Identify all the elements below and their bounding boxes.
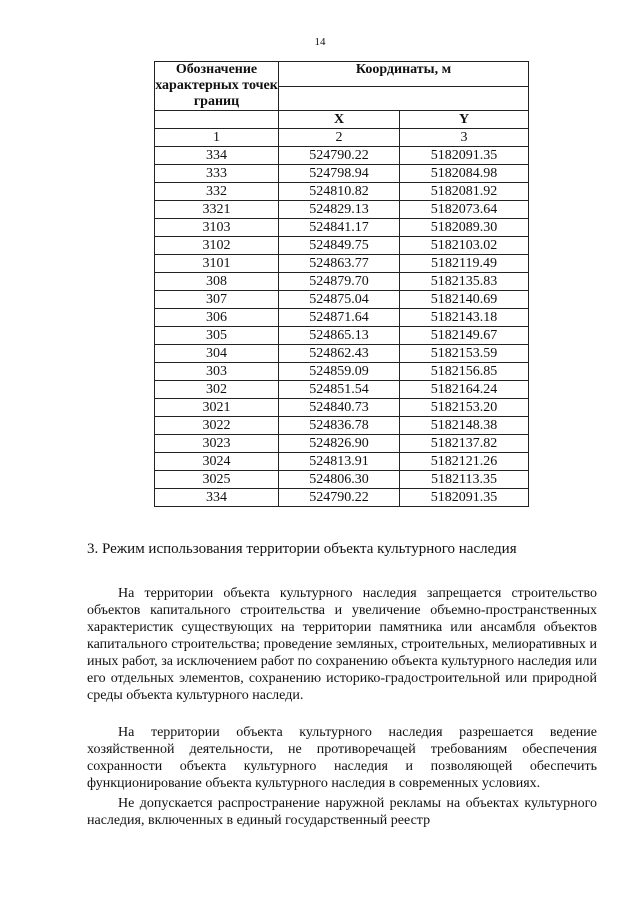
numbering-row: [155, 129, 529, 147]
paragraph: На территории объекта культурного наследия запрещается строительство объектов капитального строительства и увеличение объемно-пространственных характеристик существующих на территории памятника или ансамбля объектов капитального строительства; проведение земляных, строительных, мелиоративных и иных работ, за исключением работ по сохранению объекта культурного наследия или его отдельных элементов, сохранению историко-градостроительной или природной среды объекта культурного наследи.: [87, 586, 597, 703]
y-coordinate-cell: 5182156.85: [400, 363, 529, 381]
table-row: [155, 381, 529, 399]
point-id-cell: 332: [155, 183, 279, 201]
x-coordinate-cell: 524863.77: [279, 255, 400, 273]
point-id-cell: 3102: [155, 237, 279, 255]
point-id-cell: 3021: [155, 399, 279, 417]
point-id-cell: 3101: [155, 255, 279, 273]
table-row: [155, 471, 529, 489]
point-id-cell: 304: [155, 345, 279, 363]
page-number: 14: [314, 36, 326, 48]
numbering-cell: 1: [155, 129, 279, 147]
y-coordinate-cell: 5182081.92: [400, 183, 529, 201]
table-body: [155, 147, 529, 507]
x-coordinate-cell: 524865.13: [279, 327, 400, 345]
y-coordinate-cell: 5182135.83: [400, 273, 529, 291]
table-row: [155, 183, 529, 201]
point-id-cell: 3022: [155, 417, 279, 435]
x-coordinate-cell: 524871.64: [279, 309, 400, 327]
x-coordinate-cell: 524806.30: [279, 471, 400, 489]
table-row: [155, 435, 529, 453]
point-id-cell: 3024: [155, 453, 279, 471]
table-row: [155, 273, 529, 291]
paragraph: На территории объекта культурного наследия разрешается ведение хозяйственной деятельности, не противоречащей требованиям обеспечения сохранности объекта культурного наследия и позволяющей обеспечить функционирование объекта культурного наследия в современных условиях.: [87, 725, 597, 791]
y-coordinate-cell: 5182153.59: [400, 345, 529, 363]
point-id-cell: 307: [155, 291, 279, 309]
x-coordinate-cell: 524841.17: [279, 219, 400, 237]
header-spacer: [279, 86, 529, 111]
coordinates-table: [154, 61, 529, 507]
x-coordinate-cell: 524840.73: [279, 399, 400, 417]
point-id-cell: 334: [155, 147, 279, 165]
table-row: [155, 219, 529, 237]
point-id-cell: 3103: [155, 219, 279, 237]
point-id-cell: 305: [155, 327, 279, 345]
x-coordinate-cell: 524826.90: [279, 435, 400, 453]
point-id-cell: 308: [155, 273, 279, 291]
table-row: [155, 399, 529, 417]
x-coordinate-cell: 524836.78: [279, 417, 400, 435]
x-coordinate-cell: 524798.94: [279, 165, 400, 183]
y-coordinate-cell: 5182149.67: [400, 327, 529, 345]
x-coordinate-cell: 524859.09: [279, 363, 400, 381]
point-id-cell: 3025: [155, 471, 279, 489]
table-row: [155, 255, 529, 273]
table-row: [155, 309, 529, 327]
table-row: [155, 417, 529, 435]
header-blank: [155, 111, 279, 129]
x-coordinate-cell: 524813.91: [279, 453, 400, 471]
y-coordinate-cell: 5182091.35: [400, 147, 529, 165]
numbering-cell: 2: [279, 129, 400, 147]
y-coordinate-cell: 5182143.18: [400, 309, 529, 327]
point-id-cell: 303: [155, 363, 279, 381]
y-coordinate-cell: 5182153.20: [400, 399, 529, 417]
column-header-y: Y: [400, 111, 529, 129]
table-row: [155, 201, 529, 219]
x-coordinate-cell: 524851.54: [279, 381, 400, 399]
table-row: [155, 345, 529, 363]
table-row: [155, 165, 529, 183]
column-header-coordinates: Координаты, м: [279, 62, 529, 87]
point-id-cell: 3321: [155, 201, 279, 219]
table-row: [155, 291, 529, 309]
y-coordinate-cell: 5182113.35: [400, 471, 529, 489]
x-coordinate-cell: 524879.70: [279, 273, 400, 291]
point-id-cell: 302: [155, 381, 279, 399]
x-coordinate-cell: 524790.22: [279, 489, 400, 507]
y-coordinate-cell: 5182084.98: [400, 165, 529, 183]
table-row: [155, 453, 529, 471]
point-id-cell: 333: [155, 165, 279, 183]
y-coordinate-cell: 5182140.69: [400, 291, 529, 309]
section-title: 3. Режим использования территории объекта культурного наследия: [87, 541, 517, 557]
x-coordinate-cell: 524829.13: [279, 201, 400, 219]
table-row: [155, 237, 529, 255]
table-row: [155, 147, 529, 165]
table-row: [155, 489, 529, 507]
point-id-cell: 3023: [155, 435, 279, 453]
table-row: [155, 363, 529, 381]
x-coordinate-cell: 524862.43: [279, 345, 400, 363]
x-coordinate-cell: 524790.22: [279, 147, 400, 165]
y-coordinate-cell: 5182091.35: [400, 489, 529, 507]
y-coordinate-cell: 5182164.24: [400, 381, 529, 399]
column-header-points: Обозначение характерных точек границ: [155, 62, 278, 109]
y-coordinate-cell: 5182121.26: [400, 453, 529, 471]
column-header-x: X: [279, 111, 400, 129]
x-coordinate-cell: 524810.82: [279, 183, 400, 201]
y-coordinate-cell: 5182119.49: [400, 255, 529, 273]
paragraph: Не допускается распространение наружной рекламы на объектах культурного наследия, включенных в единый государственный реестр: [87, 796, 597, 828]
table-row: [155, 327, 529, 345]
numbering-cell: 3: [400, 129, 529, 147]
y-coordinate-cell: 5182137.82: [400, 435, 529, 453]
y-coordinate-cell: 5182089.30: [400, 219, 529, 237]
y-coordinate-cell: 5182148.38: [400, 417, 529, 435]
x-coordinate-cell: 524875.04: [279, 291, 400, 309]
x-coordinate-cell: 524849.75: [279, 237, 400, 255]
y-coordinate-cell: 5182073.64: [400, 201, 529, 219]
point-id-cell: 306: [155, 309, 279, 327]
y-coordinate-cell: 5182103.02: [400, 237, 529, 255]
point-id-cell: 334: [155, 489, 279, 507]
